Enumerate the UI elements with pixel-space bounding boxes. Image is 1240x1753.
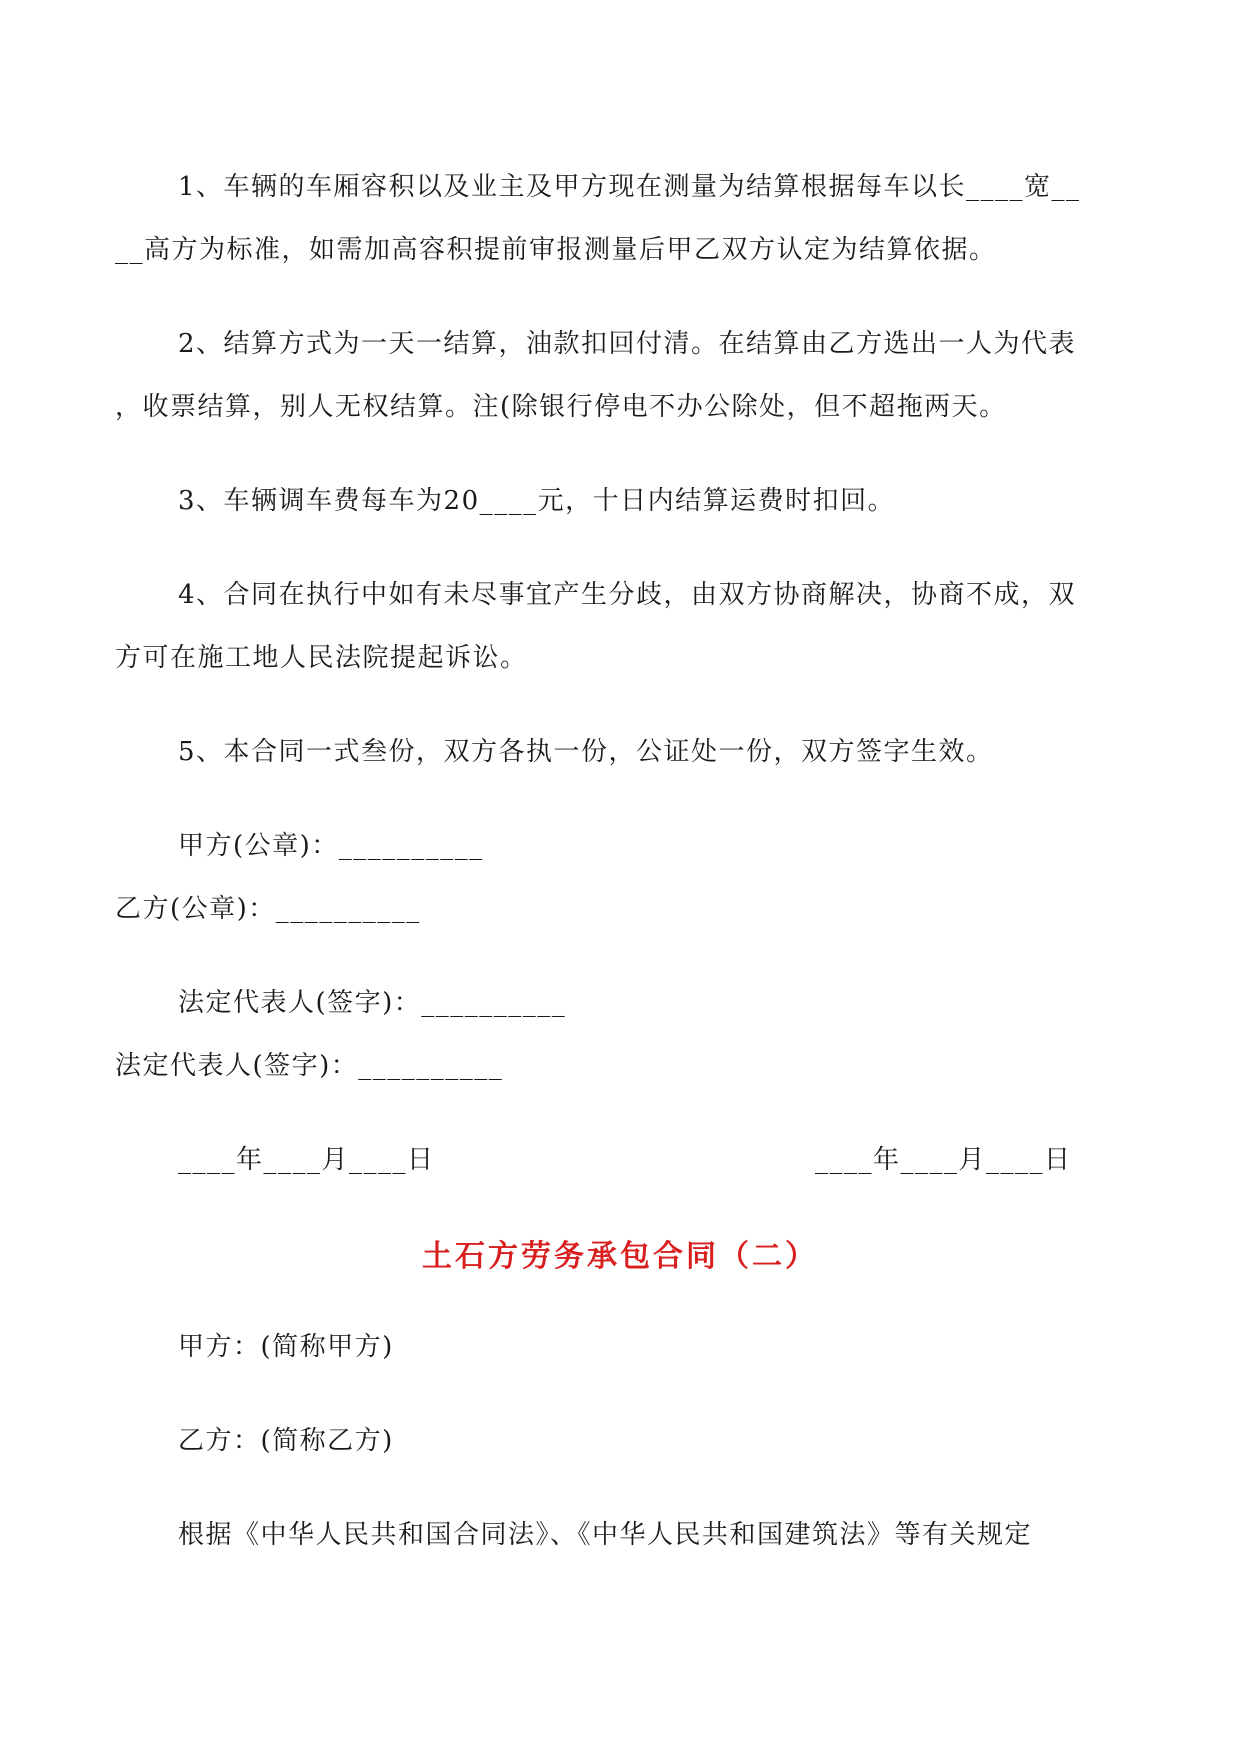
clause-1-line-1: 1、车辆的车厢容积以及业主及甲方现在测量为结算根据每车以长____宽__	[178, 172, 1081, 202]
date-left: ____年____月____日	[178, 1145, 435, 1175]
clause-2-line-2: ，收票结算，别人无权结算。注(除银行停电不办公除处，但不超拖两天。	[115, 392, 1007, 422]
clause-3-line-1: 3、车辆调车费每车为20____元，十日内结算运费时扣回。	[178, 486, 896, 516]
party-b-seal: 乙方(公章)：__________	[115, 894, 421, 924]
section-2-party-a: 甲方：(简称甲方)	[178, 1332, 394, 1362]
party-a-seal: 甲方(公章)：__________	[178, 831, 484, 861]
clause-5-line-1: 5、本合同一式叁份，双方各执一份，公证处一份，双方签字生效。	[178, 737, 994, 767]
section-2-party-b: 乙方：(简称乙方)	[178, 1426, 394, 1456]
clause-4-line-1: 4、合同在执行中如有未尽事宜产生分歧，由双方协商解决，协商不成，双	[178, 580, 1077, 610]
section-2-title: 土石方劳务承包合同（二）	[422, 1239, 818, 1274]
rep-a-signature: 法定代表人(签字)：__________	[178, 988, 567, 1018]
rep-b-signature: 法定代表人(签字)：__________	[115, 1051, 504, 1081]
date-right: ____年____月____日	[815, 1145, 1072, 1175]
section-2-intro: 根据《中华人民共和国合同法》、《中华人民共和国建筑法》等有关规定	[178, 1520, 1033, 1550]
clause-1-line-2: __高方为标准，如需加高容积提前审报测量后甲乙双方认定为结算依据。	[115, 235, 997, 265]
clause-2-line-1: 2、结算方式为一天一结算，油款扣回付清。在结算由乙方选出一人为代表	[178, 329, 1077, 359]
clause-4-line-2: 方可在施工地人民法院提起诉讼。	[115, 643, 528, 673]
